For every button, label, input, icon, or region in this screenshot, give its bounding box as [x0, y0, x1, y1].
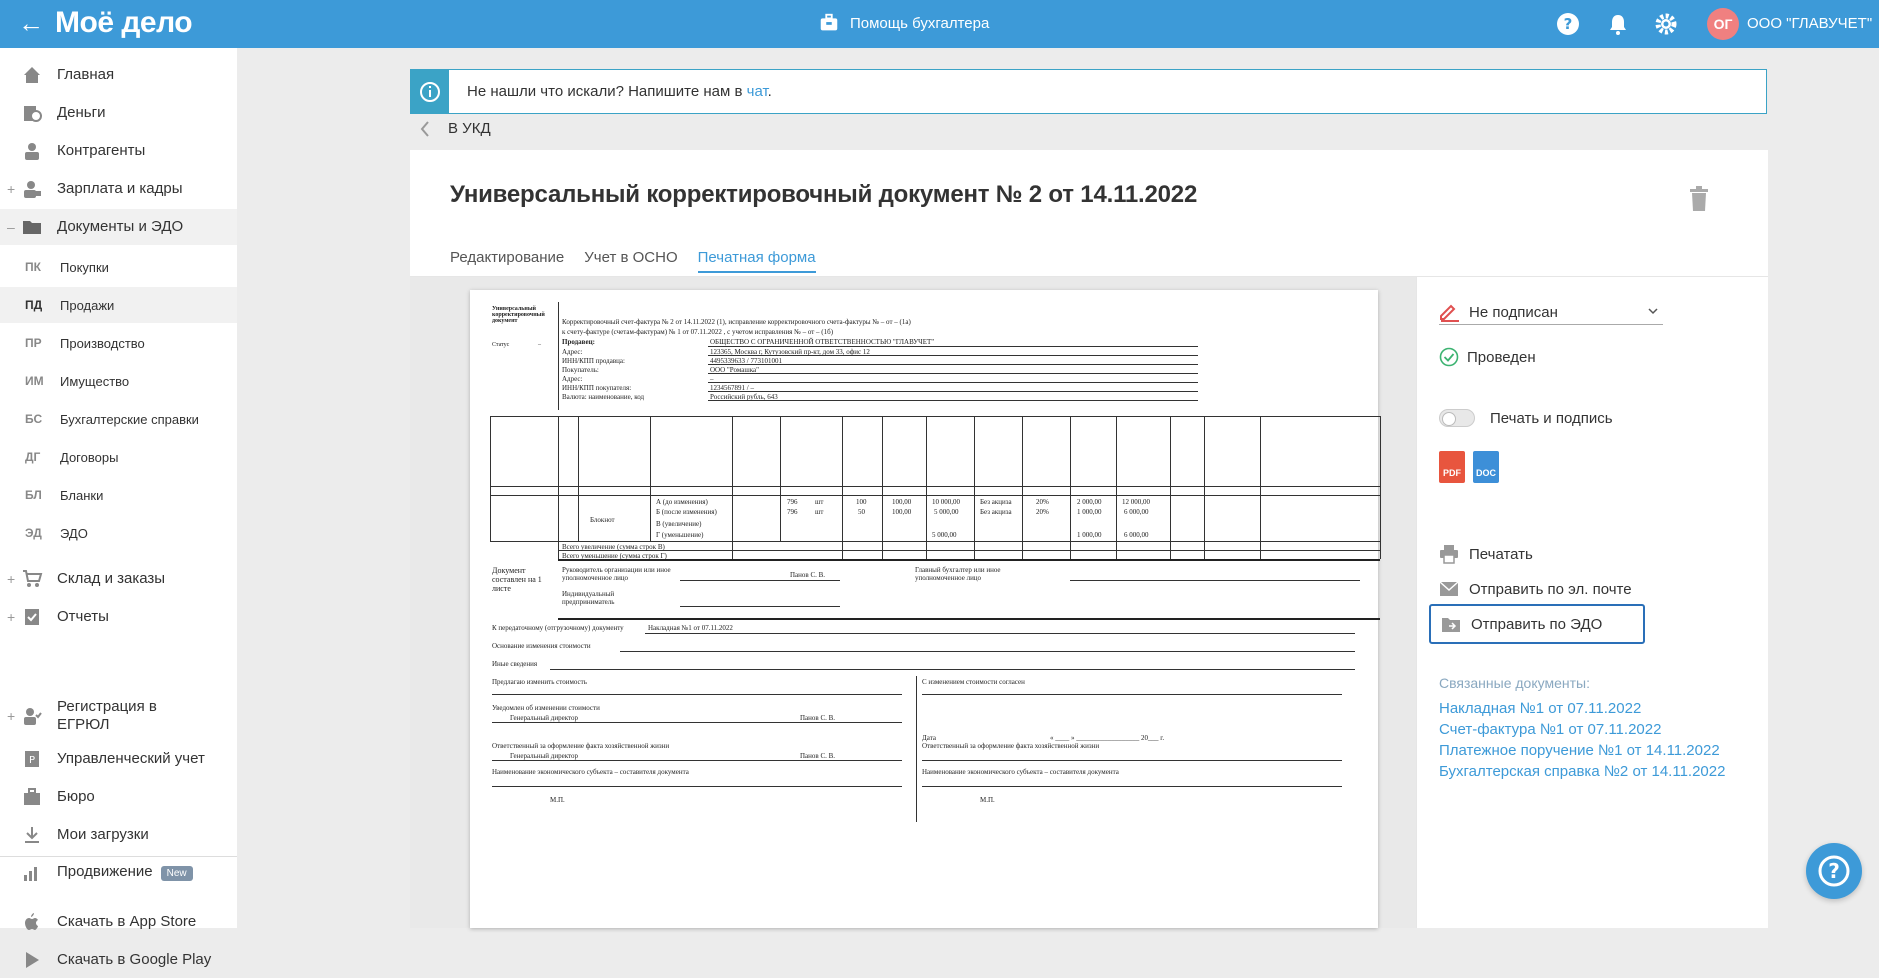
sidebar-sub-sales[interactable]: ПД Продажи [0, 287, 237, 323]
reports-icon [22, 607, 42, 627]
logo[interactable]: Моё дело [55, 6, 193, 39]
home-icon [22, 65, 42, 85]
posted-status [1439, 347, 1536, 367]
expand-plus-icon[interactable]: + [7, 181, 16, 197]
new-badge: New [161, 866, 193, 881]
bell-icon[interactable] [1606, 12, 1630, 36]
paper-status-value: – [538, 342, 541, 348]
sidebar-sub-edo[interactable]: ЭД ЭДО [25, 525, 88, 541]
tab-editing[interactable]: Редактирование [450, 249, 565, 266]
doc-download-icon[interactable]: DOC [1473, 451, 1499, 483]
document-paper: Универсальный корректировочный документ Статус – Корректировочный счет-фактура № 2 от 14.11.2022 (1), исправление корректировочного счета-фактуры № – от – (1а) к счету-фактуре (счетам-фактурам) № 1 от 07.11.2022 , с учетом исправления № – от – (1б) Продавец: ОБЩЕСТВО С ОГРАНИЧЕННОЙ ОТВЕТСТВЕННОСТЬЮ "ГЛАВУЧЕТ" Адрес: 123365, Москва г, Кутузовский пр-кт, дом 33, офис 12 ИНН/КПП продавца: 4495339633 / 773101001 Покупатель: ООО "Ромашка" Адрес: – ИНН/КПП покупателя: 1234567891 / – Валюта: наименование, код Российский рубль, 643 Блокнот А (до изменения) Б (после изменения) В (увеличение) Г (уменьшение) 796 796 шт шт 100 50 100,00 100,00 10 000,00 5 000,00 Без акциза Без акциза 20% 20% 2 000,00 1 000,00 12 000,00 6 000,00 5 000,00 1 000,00 6 000,00 Всего увеличение (сумма строк В) Всего уменьшение (сумма строк Г) Руководитель организации или иное уполномоченное лицо Панов С. В. Главный бухгалтер или иное уполномоченное лицо Документ составлен на 1 листе Индивидуальный предприниматель К передаточному (отгрузочному) документу Накладная №1 от 07.11.2022 Основание изменения стоимости Иные сведения Предлагаю изменить стоимость С изменением стоимости согласен Уведомлен об изменении стоимости Генеральный директор Панов С. В. Дата « ____ » __________________ 20___ г. Ответственный за оформление факта хозяйственной жизни Ответственный за оформление факта хозяйственной жизни Генеральный директор Панов С. В. Наименование экономического субъекта – составителя документа Наименование экономического субъекта – составителя документа М.П. М.П. [470, 290, 1378, 928]
info-banner [410, 69, 1767, 114]
help-icon[interactable] [1556, 12, 1580, 36]
related-doc-link[interactable]: Платежное поручение №1 от 14.11.2022 [1439, 742, 1720, 759]
document-card [410, 150, 1768, 928]
sidebar-sub-contracts[interactable]: ДГ Договоры [25, 449, 119, 465]
back-label: В УКД [448, 120, 491, 137]
svg-text:P: P [28, 755, 36, 766]
salary-icon [22, 179, 42, 199]
sidebar-item-management[interactable]: P Управленческий учет [0, 741, 237, 777]
accountant-help-link[interactable] [818, 12, 989, 34]
banner-tail: . [767, 83, 772, 100]
actions-panel [1416, 277, 1768, 928]
promotion-label: Продвижение [57, 863, 153, 880]
print-preview-area [410, 277, 1416, 928]
print-button[interactable]: Печатать [1429, 534, 1645, 574]
sidebar-sub-accounting-notes[interactable]: БС Бухгалтерские справки [25, 411, 199, 427]
send-edo-button[interactable]: Отправить по ЭДО [1429, 604, 1645, 644]
chevron-down-icon [1647, 305, 1659, 317]
expand-plus-icon[interactable]: + [7, 571, 16, 587]
info-icon [411, 70, 449, 113]
paper-seller: ОБЩЕСТВО С ОГРАНИЧЕННОЙ ОТВЕТСТВЕННОСТЬЮ "ГЛАВУЧЕТ" [710, 338, 935, 346]
sidebar-item-registration[interactable]: + Регистрация в ЕГРЮЛ [7, 698, 157, 733]
paper-line1: Корректировочный счет-фактура № 2 от 14.11.2022 (1), исправление корректировочного счета-фактуры № – от – (1а) [562, 318, 911, 326]
signature-status-select[interactable] [1439, 301, 1663, 325]
management-icon [22, 749, 42, 769]
paper-sign-name: Панов С. В. [790, 571, 826, 579]
question-icon [1817, 854, 1851, 888]
expand-plus-icon[interactable]: + [7, 609, 16, 625]
paper-shipping-value: Накладная №1 от 07.11.2022 [648, 624, 733, 632]
expand-plus-icon[interactable]: + [7, 708, 16, 724]
collapse-minus-icon[interactable]: – [7, 219, 15, 235]
sidebar-item-documents[interactable]: – Документы и ЭДО [0, 209, 237, 245]
print-sign-toggle[interactable] [1439, 409, 1475, 427]
paper-inn-seller: 4495339633 / 773101001 [710, 357, 782, 365]
related-doc-link[interactable]: Накладная №1 от 07.11.2022 [1439, 700, 1642, 717]
bureau-icon [22, 787, 42, 807]
avatar[interactable]: ОГ [1707, 8, 1739, 40]
company-name[interactable]: ООО "ГЛАВУЧЕТ" [1747, 15, 1873, 32]
google-play-icon [22, 950, 42, 970]
sidebar-sub-property[interactable]: ИМ Имущество [25, 373, 130, 389]
folder-send-icon [1441, 615, 1461, 633]
related-doc-link[interactable]: Счет-фактура №1 от 07.11.2022 [1439, 721, 1662, 738]
paper-header-left: Универсальный корректировочный документ [492, 306, 545, 324]
helper-label: Помощь бухгалтера [850, 14, 990, 32]
page-title: Универсальный корректировочный документ № 2 от 14.11.2022 [450, 181, 1198, 208]
sidebar-item-money[interactable]: Деньги [0, 95, 237, 131]
paper-address: 123365, Москва г, Кутузовский пр-кт, дом 33, офис 12 [710, 348, 870, 356]
gear-icon[interactable] [1654, 12, 1678, 36]
back-arrow-icon[interactable]: ← [18, 8, 44, 38]
sidebar-item-warehouse[interactable]: + Склад и заказы [7, 570, 166, 587]
paper-inn-buyer: 1234567891 / – [710, 384, 754, 392]
chevron-left-icon [420, 121, 430, 137]
folder-icon [22, 217, 42, 237]
trash-icon[interactable] [1688, 186, 1710, 212]
send-email-button[interactable]: Отправить по эл. почте [1429, 569, 1645, 609]
promo-icon [22, 863, 42, 883]
printer-icon [1439, 545, 1459, 563]
download-icon [22, 825, 42, 845]
related-documents-title: Связанные документы: [1439, 675, 1590, 691]
paper-buyer: ООО "Ромашка" [710, 366, 759, 374]
sidebar-item-contractors[interactable]: Контрагенты [0, 133, 237, 169]
paper-qty-before: 100 [856, 498, 867, 506]
signature-status-value: Не подписан [1469, 304, 1558, 321]
sidebar-sub-production[interactable]: ПР Производство [25, 335, 145, 351]
apple-icon [22, 912, 42, 932]
sidebar [0, 48, 237, 968]
help-chat-button[interactable] [1806, 843, 1862, 899]
money-icon [22, 103, 42, 123]
app-store-link[interactable]: Скачать в App Store [0, 904, 237, 940]
print-sign-toggle-row[interactable] [1439, 409, 1613, 427]
pdf-download-icon[interactable]: PDF [1439, 451, 1465, 483]
sidebar-sub-purchases[interactable]: ПК Покупки [25, 259, 109, 275]
paper-line2: к счету-фактуре (счетам-фактурам) № 1 от 07.11.2022 , с учетом исправления № – от – (1б) [562, 328, 834, 336]
contractors-icon [22, 141, 42, 161]
sidebar-item-salary[interactable]: + Зарплата и кадры [7, 180, 183, 197]
sidebar-item-reports[interactable]: + Отчеты [7, 608, 109, 625]
briefcase-icon [818, 12, 840, 34]
chat-link[interactable]: чат [746, 83, 768, 100]
svg-text:?: ? [1563, 15, 1573, 33]
sidebar-item-bureau[interactable]: Бюро [0, 779, 237, 815]
registration-icon [22, 706, 42, 726]
paper-qty-after: 50 [858, 508, 865, 516]
sidebar-sub-forms[interactable]: БЛ Бланки [25, 487, 104, 503]
cart-icon [22, 569, 42, 589]
svg-text:?: ? [1828, 859, 1840, 883]
paper-currency: Российский рубль, 643 [710, 393, 778, 401]
paper-item-name: Блокнот [590, 516, 615, 524]
document-tabs [450, 249, 836, 273]
top-bar [0, 0, 1879, 48]
related-doc-link[interactable]: Бухгалтерская справка №2 от 14.11.2022 [1439, 763, 1726, 780]
print-sign-label: Печать и подпись [1490, 409, 1613, 427]
envelope-icon [1439, 581, 1459, 597]
posted-label: Проведен [1467, 348, 1536, 366]
sidebar-item-home[interactable]: Главная [0, 57, 237, 93]
tab-osno-accounting[interactable]: Учет в ОСНО [584, 249, 678, 266]
check-circle-icon [1439, 347, 1459, 367]
banner-text: Не нашли что искали? Напишите нам в [467, 83, 747, 100]
signature-pen-icon [1439, 304, 1461, 322]
sidebar-item-promotion[interactable] [0, 855, 237, 891]
tab-print-form[interactable]: Печатная форма [698, 249, 816, 273]
google-play-link[interactable]: Скачать в Google Play [0, 942, 237, 978]
back-to-ukd-link[interactable] [420, 120, 491, 137]
paper-status-label: Статус [492, 342, 510, 348]
sidebar-item-downloads[interactable]: Мои загрузки [0, 817, 237, 853]
paper-composed: Документ составлен на 1 листе [492, 566, 542, 593]
